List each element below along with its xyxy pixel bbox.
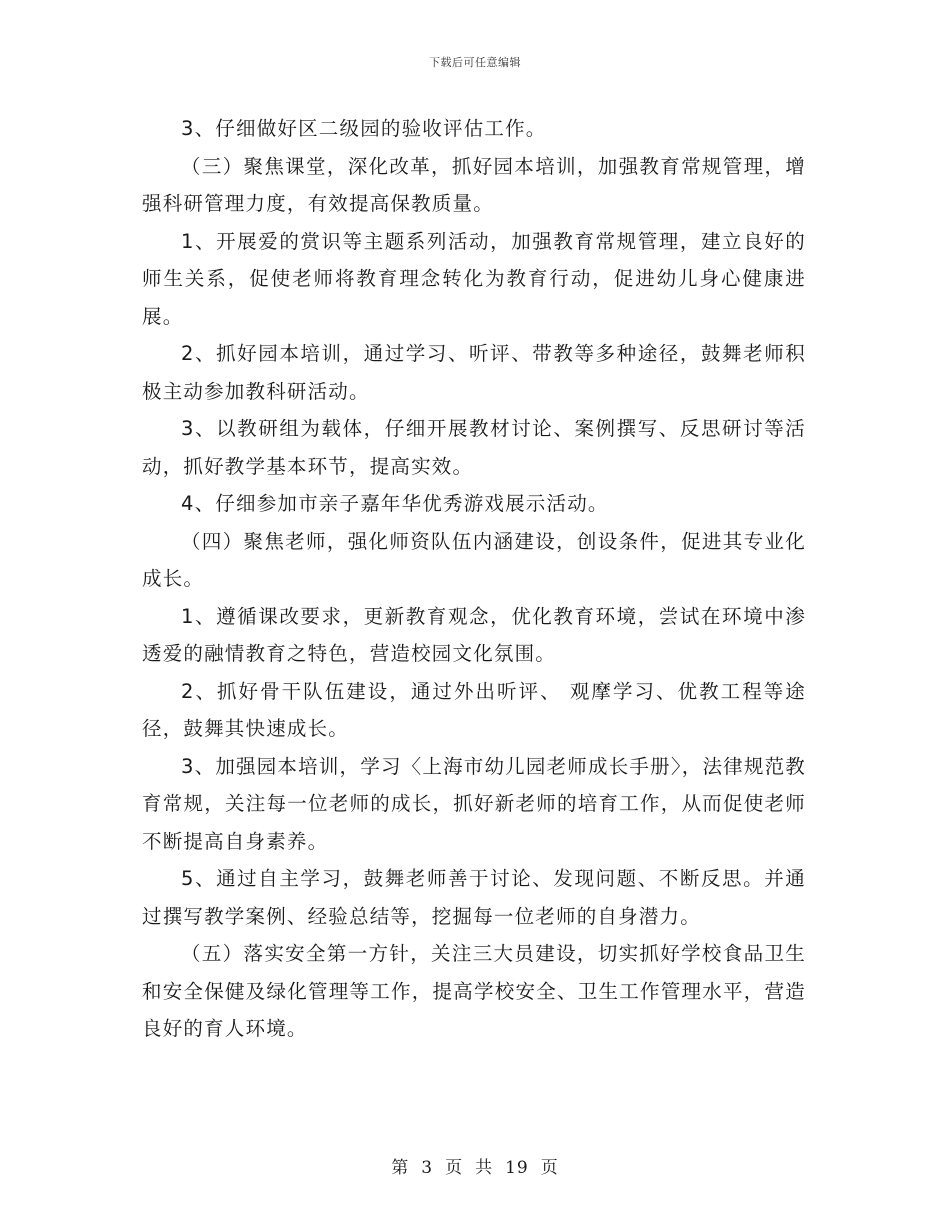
paragraph: 2、抓好园本培训，通过学习、听评、带教等多种途径，鼓舞老师积极主动参加教科研活动。: [142, 342, 806, 403]
page-header: 下载后可任意编辑: [429, 56, 521, 69]
footer-suffix: 页: [540, 1158, 559, 1178]
paragraph: 2、抓好骨干队伍建设，通过外出听评、 观摩学习、优教工程等途径，鼓舞其快速成长。: [142, 679, 806, 740]
paragraph: 5、通过自主学习，鼓舞老师善于讨论、发现问题、不断反思。并通过撰写教学案例、经验总结等，挖掘每一位老师的自身潜力。: [142, 867, 806, 928]
section-heading: （五）落实安全第一方针，关注三大员建设，切实抓好学校食品卫生和安全保健及绿化管理等工作，提高学校安全、卫生工作管理水平，营造良好的育人环境。: [142, 942, 806, 1040]
section-heading: （三）聚焦课堂，深化改革，抓好园本培训，加强教育常规管理，增强科研管理力度，有效提高保教质量。: [142, 154, 806, 215]
section-heading: （四）聚焦老师，强化师资队伍内涵建设，创设条件，促进其专业化成长。: [142, 529, 806, 590]
paragraph: 1、遵循课改要求，更新教育观念，优化教育环境，尝试在环境中渗透爱的融情教育之特色，营造校园文化氛围。: [142, 604, 806, 665]
total-pages-number: 19: [505, 1158, 529, 1178]
paragraph: 1、开展爱的赏识等主题系列活动，加强教育常规管理，建立良好的师生关系，促使老师将教育理念转化为教育行动，促进幼儿身心健康进展。: [142, 229, 806, 328]
paragraph: 3、加强园本培训，学习〈上海市幼儿园老师成长手册〉，法律规范教育常规，关注每一位老师的成长，抓好新老师的培育工作，从而促使老师不断提高自身素养。: [142, 754, 806, 853]
current-page-number: 3: [421, 1158, 434, 1178]
paragraph: 3、以教研组为载体，仔细开展教材讨论、案例撰写、反思研讨等活动，抓好教学基本环节，提高实效。: [142, 417, 806, 478]
page-footer: [0, 1153, 950, 1178]
paragraph: 4、仔细参加市亲子嘉年华优秀游戏展示活动。: [181, 492, 609, 515]
document-body: [142, 110, 806, 1048]
paragraph: 3、仔细做好区二级园的验收评估工作。: [181, 117, 547, 140]
footer-prefix: 第: [391, 1158, 410, 1178]
footer-total-word: 共: [475, 1158, 494, 1178]
footer-page-word: 页: [445, 1158, 464, 1178]
